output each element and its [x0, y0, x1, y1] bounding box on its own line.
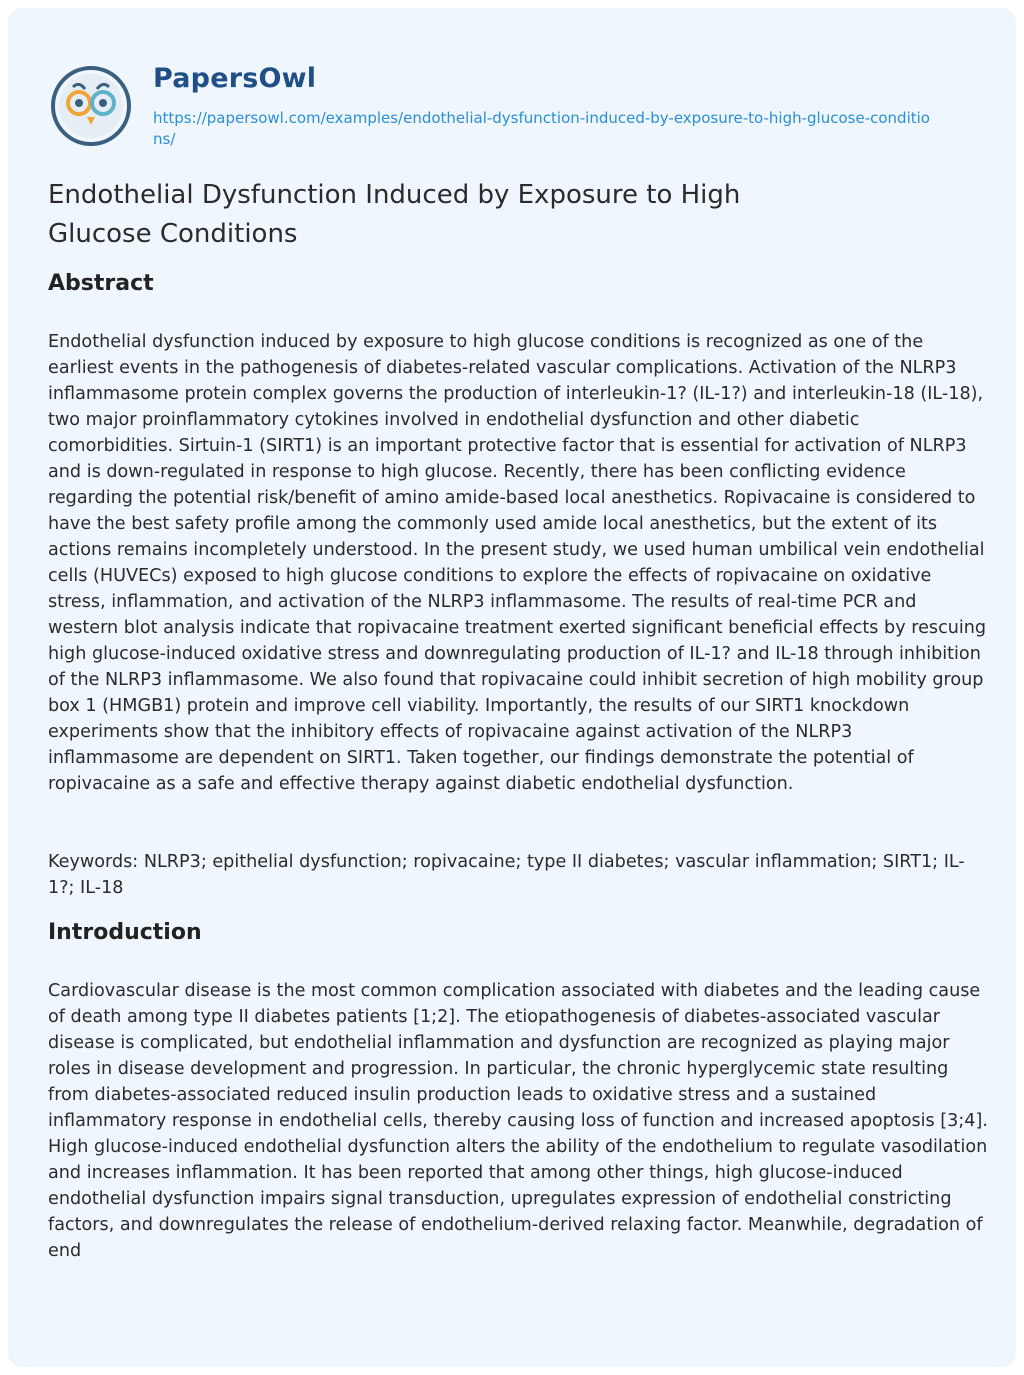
abstract-paragraph: Endothelial dysfunction induced by exposure to high glucose conditions is recognized as one of the earliest events in the pathogenesis of diabetes-related vascular complications. Activation of the NLRP3 inflammasome protein complex governs the production of interleukin-1? (IL-1?) and interleukin-18 (IL-18), two major proinflammatory cytokines involved in endothelial dysfunction and other diabetic comorbidities. Sirtuin-1 (SIRT1) is an important protective factor that is essential for activation of NLRP3 and is down-regulated in response to high glucose. Recently, there has been conflicting evidence regarding the potential risk/benefit of amino amide-based local anesthetics. Ropivacaine is considered to have the best safety profile among the commonly used amide local anesthetics, but the extent of its actions remains incompletely understood. In the present study, we used human umbilical vein endothelial cells (HUVECs) exposed to high glucose conditions to explore the effects of ropivacaine on oxidative stress, inflammation, and activation of the NLRP3 inflammasome. The results of real-time PCR and western blot analysis indicate that ropivacaine treatment exerted significant beneficial effects by rescuing high glucose-induced oxidative stress and downregulating production of IL-1? and IL-18 through inhibition of the NLRP3 inflammasome. We also found that ropivacaine could inhibit secretion of high mobility group box 1 (HMGB1) protein and improve cell viability. Importantly, the results of our SIRT1 knockdown experiments show that the inhibitory effects of ropivacaine against activation of the NLRP3 inflammasome are dependent on SIRT1. Taken together, our findings demonstrate the potential of ropivacaine as a safe and effective therapy against diabetic endothelial dysfunction.: [48, 332, 987, 794]
introduction-paragraph: Cardiovascular disease is the most common complication associated with diabetes and the leading cause of death among type II diabetes patients [1;2]. The etiopathogenesis of diabetes-associated vascular disease is complicated, but endothelial inflammation and dysfunction are recognized as playing major roles in disease development and progression. In particular, the chronic hyperglycemic state resulting from diabetes-associated reduced insulin production leads to oxidative stress and a sustained inflammatory response in endothelial cells, thereby causing loss of function and increased apoptosis [3;4]. High glucose-induced endothelial dysfunction alters the ability of the endothelium to regulate vasodilation and increases inflammation. It has been reported that among other things, high glucose-induced endothelial dysfunction impairs signal transduction, upregulates expression of endothelial constricting factors, and downregulates the release of endothelium-derived relaxing factor. Meanwhile, degradation of end: [48, 981, 988, 1261]
page-card: [8, 8, 1016, 1367]
source-url[interactable]: https://papersowl.com/examples/endothelial-dysfunction-induced-by-exposure-to-high-glucose-conditions/: [153, 109, 930, 148]
abstract-heading: Abstract: [48, 271, 154, 296]
owl-logo-icon[interactable]: [48, 63, 134, 149]
site-header: [48, 58, 988, 168]
introduction-heading: Introduction: [48, 920, 202, 945]
keywords-line: Keywords: NLRP3; epithelial dysfunction; ropivacaine; type II diabetes; vascular inflammation; SIRT1; IL-1?; IL-18: [48, 852, 965, 898]
page-title: Endothelial Dysfunction Induced by Exposure to High Glucose Conditions: [48, 180, 741, 249]
brand-name[interactable]: PapersOwl: [153, 63, 317, 94]
